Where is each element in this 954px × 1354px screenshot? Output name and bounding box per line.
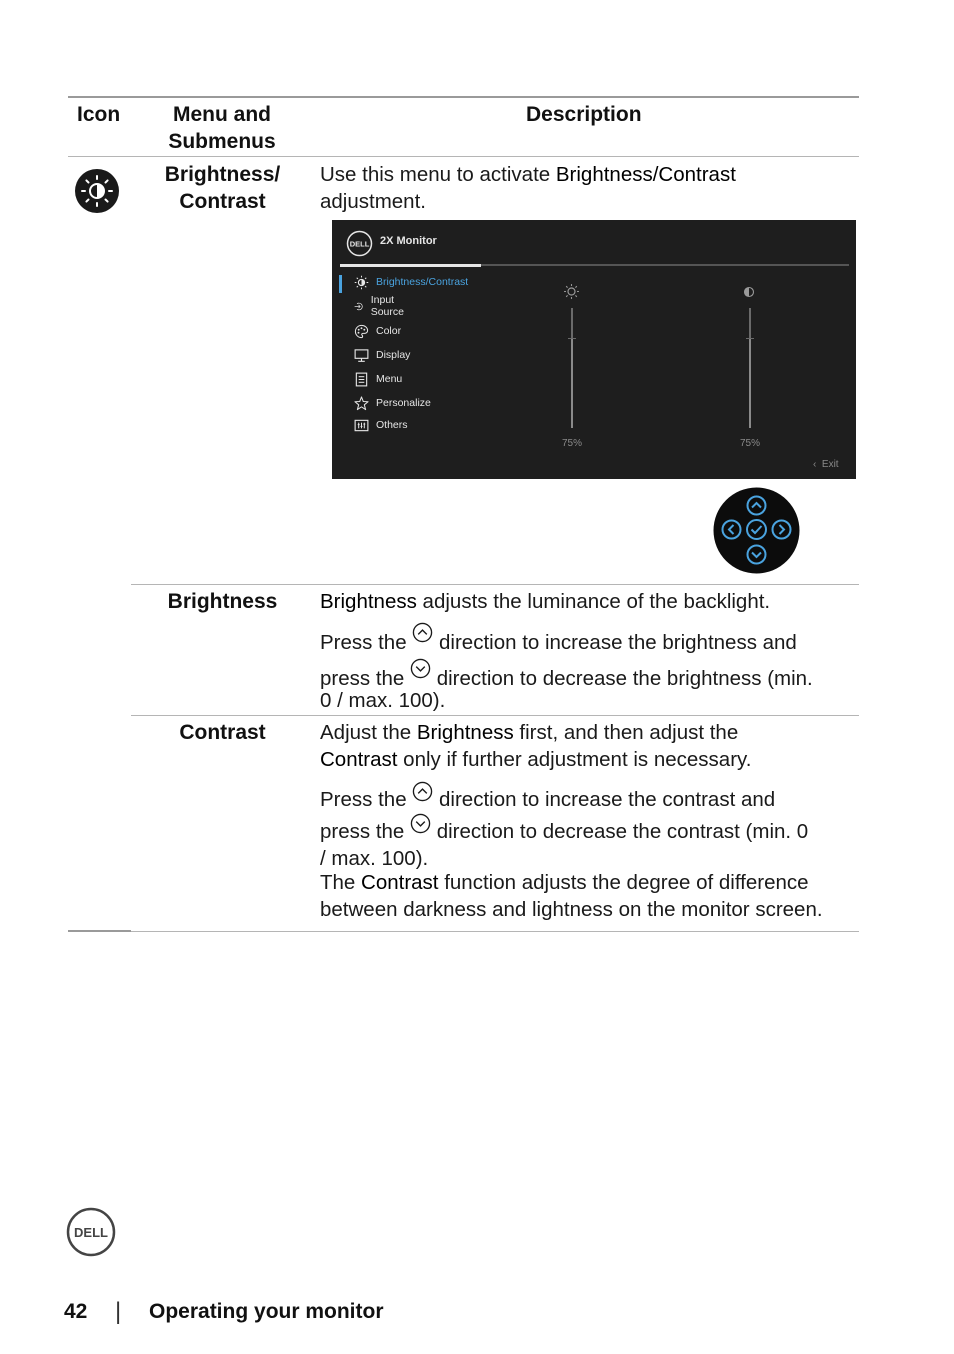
svg-text:DELL: DELL — [349, 239, 370, 249]
header-description: Description — [526, 103, 642, 126]
chevron-left-icon: ‹ — [813, 459, 817, 470]
down-arrow-icon — [410, 813, 431, 834]
input-source-icon — [354, 299, 364, 314]
footer-separator: | — [115, 1298, 122, 1325]
brightness-contrast-icon — [74, 168, 120, 214]
header-icon: Icon — [77, 103, 121, 126]
brightness-icon — [354, 275, 369, 290]
osd-title: 2X Monitor — [380, 235, 437, 247]
osd-item-personalize[interactable]: Personalize — [354, 395, 431, 411]
osd-brightness-slider-fill — [571, 338, 573, 428]
dell-logo — [66, 1207, 116, 1257]
description-brightness-contrast: Use this menu to activate Brightness/Contrast adjustment. — [320, 163, 736, 213]
osd-header-accent — [340, 264, 481, 267]
table-bottom-rule — [131, 931, 859, 932]
up-arrow-icon — [412, 622, 433, 643]
osd-item-color[interactable]: Color — [354, 323, 401, 339]
row-rule-contrast — [131, 715, 859, 716]
display-icon — [354, 348, 369, 363]
osd-item-input-source[interactable]: Input Source — [354, 298, 409, 314]
osd-item-brightness[interactable]: Brightness/Contrast — [354, 274, 468, 290]
brightness-desc-2: Press the direction to increase the brightness and press the direction to decrease the brightness (min. — [320, 622, 860, 694]
down-arrow-icon — [410, 658, 431, 679]
menu-brightness: Brightness — [167, 590, 278, 613]
contrast-desc-3: The Contrast function adjusts the degree of difference between darkness and lightness on the monitor screen. — [320, 871, 823, 921]
others-icon — [354, 418, 369, 433]
osd-item-display[interactable]: Display — [354, 347, 410, 363]
page-number: 42 — [64, 1300, 88, 1323]
contrast-desc-1: Adjust the Brightness first, and then adjust the Contrast only if further adjustment is necessary. — [320, 721, 752, 771]
osd-item-menu[interactable]: Menu — [354, 371, 402, 387]
table-bottom-rule-left — [68, 930, 131, 932]
table-top-rule — [68, 96, 859, 98]
menu-doc-icon — [354, 372, 369, 387]
osd-contrast-slider-fill — [749, 338, 751, 428]
osd-contrast-value: 75% — [740, 438, 761, 449]
menu-contrast: Contrast — [179, 721, 266, 744]
section-title: Operating your monitor — [149, 1300, 384, 1323]
menu-brightness-contrast: Brightness/ Contrast — [164, 163, 281, 213]
osd-dell-logo — [346, 230, 373, 257]
osd-brightness-slider-icon — [563, 283, 580, 300]
svg-text:DELL: DELL — [74, 1225, 108, 1240]
row-rule-brightness — [131, 584, 859, 585]
brightness-desc-3: 0 / max. 100). — [320, 689, 446, 712]
star-icon — [354, 396, 369, 411]
osd-contrast-slider-tick — [746, 338, 754, 339]
header-menu: Menu and Submenus — [168, 103, 276, 153]
osd-brightness-value: 75% — [562, 438, 583, 449]
osd-exit-button[interactable]: ‹ Exit — [813, 459, 839, 470]
contrast-desc-2: Press the direction to increase the contrast and press the direction to decrease the contrast (min. 0 / max. 100). — [320, 781, 860, 872]
joystick-navigation-icon — [713, 487, 800, 574]
osd-screenshot — [332, 220, 856, 479]
osd-item-others[interactable]: Others — [354, 417, 408, 433]
color-palette-icon — [354, 324, 369, 339]
header-bottom-rule — [68, 156, 859, 157]
osd-contrast-slider-icon — [743, 286, 755, 298]
osd-selected-bar — [339, 275, 342, 293]
osd-brightness-slider-tick — [568, 338, 576, 339]
brightness-desc-1: Brightness adjusts the luminance of the backlight. — [320, 590, 771, 613]
up-arrow-icon — [412, 781, 433, 802]
